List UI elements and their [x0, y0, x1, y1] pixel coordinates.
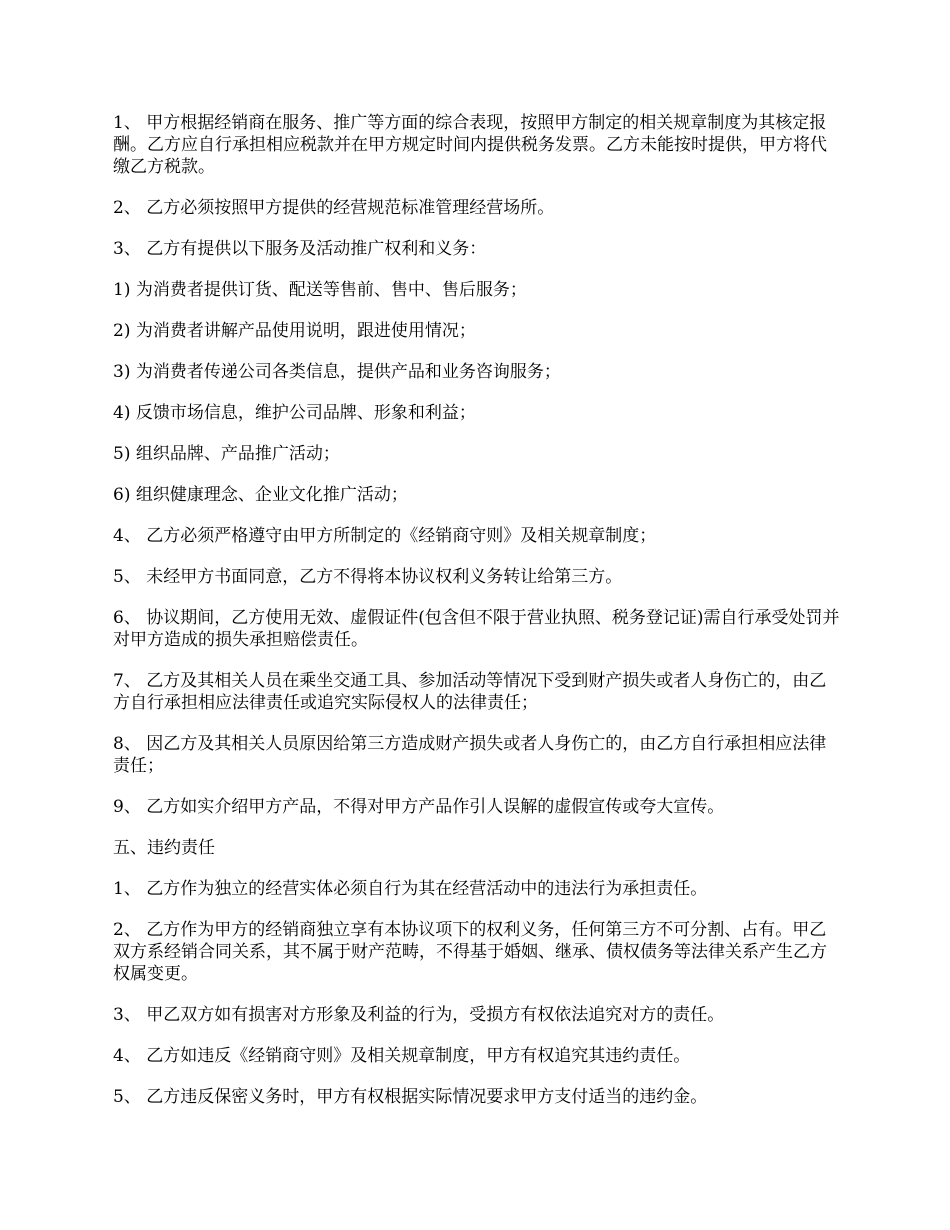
list-item-service-4: 4) 反馈市场信息，维护公司品牌、形象和利益；	[113, 403, 476, 423]
paragraph-7-personal-loss: 7、 乙方及其相关人员在乘坐交通工具、参加活动等情况下受到财产损失或者人身伤亡的，由乙方自行承担相应法律责任或追究实际侵权人的法律责任；	[113, 671, 827, 713]
breach-item-2: 2、 乙方作为甲方的经销商独立享有本协议项下的权利义务，任何第三方不可分割、占有。甲乙双方系经销合同关系，其不属于财产范畴，不得基于婚姻、继承、债权债务等法律关系产生乙方权属变更。	[113, 920, 827, 984]
list-item-service-5: 5) 组织品牌、产品推广活动；	[113, 444, 340, 464]
list-item-service-2: 2) 为消费者讲解产品使用说明，跟进使用情况；	[113, 321, 476, 341]
list-item-service-6: 6) 组织健康理念、企业文化推广活动；	[113, 485, 408, 505]
list-item-service-3: 3) 为消费者传递公司各类信息，提供产品和业务咨询服务；	[113, 362, 561, 382]
section-heading-breach: 五、违约责任	[113, 838, 215, 858]
breach-item-5: 5、 乙方违反保密义务时，甲方有权根据实际情况要求甲方支付适当的违约金。	[113, 1087, 708, 1107]
paragraph-4-rules: 4、 乙方必须严格遵守由甲方所制定的《经销商守则》及相关规章制度；	[113, 526, 657, 546]
breach-item-1: 1、 乙方作为独立的经营实体必须自行为其在经营活动中的违法行为承担责任。	[113, 879, 708, 899]
breach-item-4: 4、 乙方如违反《经销商守则》及相关规章制度，甲方有权追究其违约责任。	[113, 1046, 691, 1066]
paragraph-3-services-heading: 3、 乙方有提供以下服务及活动推广权利和义务：	[113, 239, 487, 259]
paragraph-6-invalid-documents: 6、 协议期间，乙方使用无效、虚假证件(包含但不限于营业执照、税务登记证)需自行承受处罚并对甲方造成的损失承担赔偿责任。	[113, 608, 840, 650]
paragraph-9-advertising: 9、 乙方如实介绍甲方产品，不得对甲方产品作引人误解的虚假宣传或夸大宣传。	[113, 797, 725, 817]
paragraph-5-transfer: 5、 未经甲方书面同意，乙方不得将本协议权利义务转让给第三方。	[113, 567, 623, 587]
list-item-service-1: 1) 为消费者提供订货、配送等售前、售中、售后服务；	[113, 280, 527, 300]
paragraph-1-compensation: 1、 甲方根据经销商在服务、推广等方面的综合表现，按照甲方制定的相关规章制度为其核定报酬。乙方应自行承担相应税款并在甲方规定时间内提供税务发票。乙方未能按时提供，甲方将代缴乙方税款。	[113, 113, 827, 177]
paragraph-2-premises: 2、 乙方必须按照甲方提供的经营规范标准管理经营场所。	[113, 198, 555, 218]
document-body	[113, 112, 843, 1127]
paragraph-8-third-party: 8、 因乙方及其相关人员原因给第三方造成财产损失或者人身伤亡的，由乙方自行承担相应法律责任；	[113, 734, 827, 776]
breach-item-3: 3、 甲乙双方如有损害对方形象及利益的行为，受损方有权依法追究对方的责任。	[113, 1005, 725, 1025]
